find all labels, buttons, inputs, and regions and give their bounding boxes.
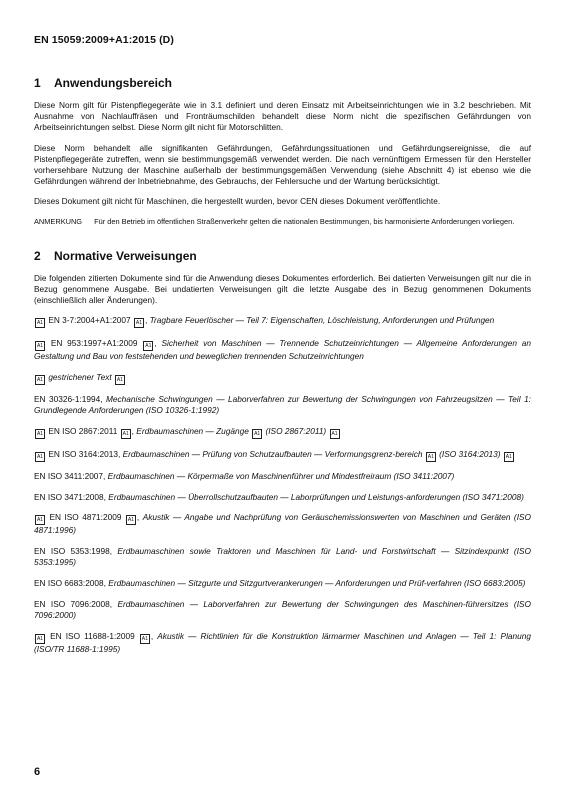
reference-iso-code: (ISO 2867:2011) [265,426,327,437]
reference-code: EN ISO 7096:2008, [34,598,113,609]
reference-title: Erdbaumaschinen — Überrollschutzaufbauten — Laborprüfungen und Leistungs-anforderungen (ISO 3471:2008) [108,491,524,502]
amendment-end-icon: A1 [116,376,124,383]
reference-title: Mechanische Schwingungen — Laborverfahren zur Bewertung der Schwingungen von Fahrzeugsitzen — Teil 1: Grundlegende Anforderungen (ISO 10326-1:1992) [34,394,531,416]
reference-title: Erdbaumaschinen — Körpermaße von Maschinenführer und Mindestfreiraum (ISO 3411:2007) [107,471,455,482]
section-2-number: 2 [34,248,41,263]
struck-text: gestrichener Text [48,371,112,382]
references-intro: Die folgenden zitierten Dokumente sind für die Anwendung dieses Dokumentes erforderlich. Bei datierten Verweisungen gilt nur die in Bezug genommene Ausgabe. Bei undatierten Verweisungen gilt die letzte Ausgabe des in Bezug genommenen Dokuments (einschließlich aller Änderungen). [34,272,531,306]
scope-note [34,217,531,227]
note-text: Für den Betrieb im öffentlichen Straßenverkehr gelten die nationalen Bestimmungen, bis harmonisierte Anforderungen vorliegen. [94,216,515,226]
reference-item: A1 EN 953:1997+A1:2009 A1 , Sicherheit von Maschinen — Trennende Schutzeinrichtungen — Allgemeine Anforderungen an Gestaltung und Bau von feststehenden und beweglichen trennenden Schutzeinrichtungen [34,337,531,361]
reference-title: Tragbare Feuerlöscher — Teil 7: Eigenschaften, Löschleistung, Anforderungen und Prüfungen [149,315,495,326]
reference-title: Erdbaumaschinen — Laborverfahren zur Bewertung der Schwingungen des Maschinen-führersitzes (ISO 7096:2000) [34,598,531,620]
reference-iso-code: (ISO 3164:2013) [439,448,501,459]
amendment-start-icon: A1 [36,635,44,642]
reference-code: EN ISO 2867:2011 [48,426,118,437]
reference-code: EN ISO 6683:2008, [34,578,106,589]
reference-title: Akustik — Richtlinien für die Konstruktion lärmarmer Maschinen und Anlagen — Teil 1: Planung (ISO/TR 11688-1:1995) [34,630,531,654]
reference-item: A1 EN ISO 2867:2011 A1 , Erdbaumaschinen — Zugänge A1 (ISO 2867:2011) A1 [36,426,338,438]
reference-code: EN ISO 11688-1:2009 [50,630,135,641]
section-2-title: Normative Verweisungen [54,248,197,263]
reference-title: Erdbaumaschinen — Sitzgurte und Sitzgurtverankerungen — Anforderungen und Prüf-verfahren (ISO 6683:2005) [108,578,526,589]
section-1-title: Anwendungsbereich [54,76,173,90]
reference-title: Erdbaumaschinen — Prüfung von Schutzaufbauten — Verformungsgrenz-bereich [122,448,423,459]
reference-code: EN 953:1997+A1:2009 [50,337,138,348]
reference-item: A1 EN ISO 4871:2009 A1 , Akustik — Angabe und Nachprüfung von Geräuschemissionswerten von Maschinen und Geräten (ISO 4871:1996) [34,512,531,536]
reference-title: Erdbaumaschinen sowie Traktoren und Maschinen für Land- und Forstwirtschaft — Sitzindexpunkt (ISO 5353:1995) [34,546,531,568]
reference-item [34,546,531,568]
section-1-heading [34,76,531,90]
document-header: EN 15059:2009+A1:2015 (D) [34,34,174,46]
scope-paragraph-1: Diese Norm gilt für Pistenpflegegeräte wie in 3.1 definiert und deren Einsatz mit Arbeitseinrichtungen wie in 3.2 beschrieben. Mit Ausnahme von Nachlauffräsen und Fronträumschilden behandelt diese Norm nicht die spezifischen Gefährdungen von Arbeitseinrichtungen selbst. Diese Norm gilt nicht für Motorschlitten. [34,100,531,133]
reference-code: EN ISO 3411:2007, [34,471,106,482]
reference-item [34,599,531,621]
amendment-end-icon: A1 [505,453,512,460]
page-content [34,76,531,664]
reference-item [34,471,531,482]
reference-code: EN ISO 3164:2013 [48,448,118,459]
section-1-number: 1 [34,76,41,90]
section-2-heading [34,249,531,263]
amendment-end-icon: A1 [145,342,152,349]
amendment-end-icon: A1 [122,431,129,438]
reference-code: EN ISO 5353:1998, [34,546,113,557]
amendment-start-icon: A1 [36,342,44,349]
amendment-start-icon: A1 [254,431,261,438]
reference-code: EN ISO 4871:2009 [49,512,122,523]
reference-item [34,578,531,589]
amendment-end-icon: A1 [331,431,338,438]
reference-code: EN 3-7:2004+A1:2007 [48,315,131,326]
reference-item [34,394,531,416]
scope-paragraph-2: Diese Norm behandelt alle signifikanten Gefährdungen, Gefährdungssituationen und Gefährdungsereignisse, die auf Pistenpflegegeräte zutreffen, wenn sie bestimmungsgemäß verwendet werden. Die nach vernünftigem Ermessen für den Hersteller vorhersehbare Nutzung der Maschine außerhalb der bestimmungsgemäßen Verwendung (siehe Abschnitt 4) ist ebenso wie die Gefährdungen während der Inbetriebnahme, des Gebrauchs, der Fehlersuche und der Wartung berücksichtigt. [34,142,531,187]
amendment-start-icon: A1 [36,431,44,438]
reference-item: A1 EN 3-7:2004+A1:2007 A1 , Tragbare Feuerlöscher — Teil 7: Eigenschaften, Löschleistung, Anforderungen und Prüfungen [36,315,495,327]
scope-paragraph-3: Dieses Dokument gilt nicht für Maschinen, die hergestellt wurden, bevor CEN dieses Dokument veröffentlichte. [34,196,441,207]
amendment-start-icon: A1 [36,517,44,524]
reference-code: EN 30326-1:1994, [34,394,103,405]
page-number: 6 [34,766,41,778]
amendment-end-icon: A1 [135,320,143,327]
amendment-start-icon: A1 [427,453,434,460]
amendment-start-icon: A1 [36,376,44,383]
reference-item: A1 EN ISO 3164:2013, Erdbaumaschinen — Prüfung von Schutzaufbauten — Verformungsgrenz-bereich A1 (ISO 3164:2013) A1 [36,448,512,460]
reference-title: Sicherheit von Maschinen — Trennende Schutzeinrichtungen — Allgemeine Anforderungen an Gestaltung und Bau von feststehenden und beweglichen trennenden Schutzeinrichtungen [34,337,531,361]
reference-item [34,372,531,385]
reference-code: EN ISO 3471:2008, [34,491,106,502]
amendment-start-icon: A1 [36,320,44,327]
note-label: ANMERKUNG [34,216,83,226]
reference-item [34,492,531,503]
reference-item: A1 EN ISO 11688-1:2009 A1 , Akustik — Richtlinien für die Konstruktion lärmarmer Maschinen und Anlagen — Teil 1: Planung (ISO/TR 11688-1:1995) [34,630,531,654]
amendment-end-icon: A1 [127,517,134,524]
amendment-end-icon: A1 [141,635,148,642]
reference-title: Akustik — Angabe und Nachprüfung von Geräuschemissionswerten von Maschinen und Geräten (ISO 4871:1996) [34,512,531,536]
reference-title: Erdbaumaschinen — Zugänge [136,426,249,437]
amendment-start-icon: A1 [36,453,44,460]
